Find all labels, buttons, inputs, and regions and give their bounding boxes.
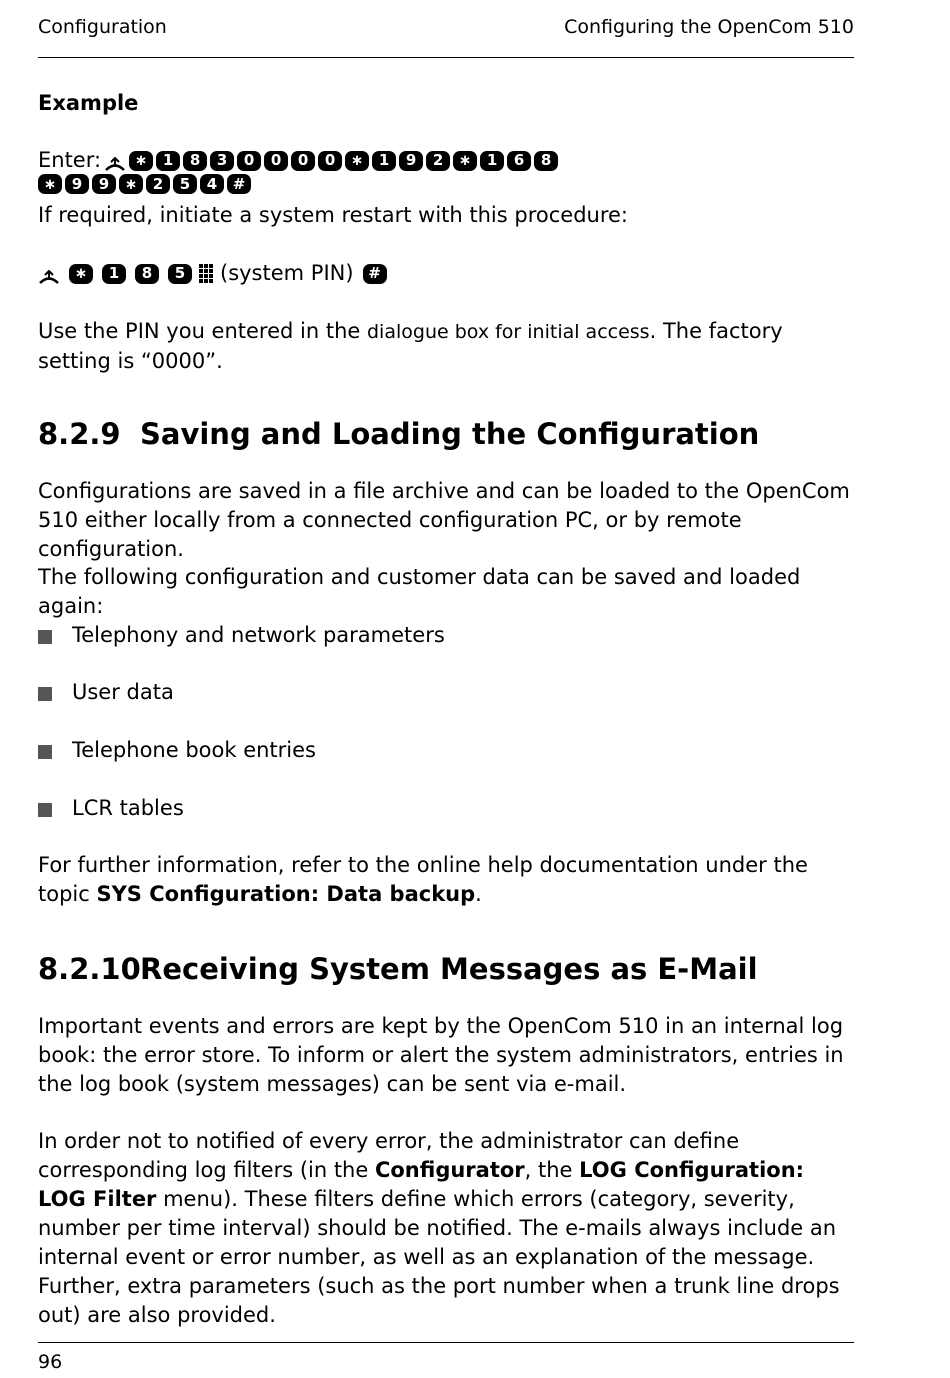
- digit-key: 5: [168, 264, 192, 284]
- restart-text: If required, initiate a system restart with this procedure:: [38, 203, 629, 227]
- manual-page: [38, 0, 854, 1378]
- digit-key: 0: [237, 151, 261, 171]
- star-key: ∗: [69, 264, 93, 284]
- digit-key: 8: [183, 151, 207, 171]
- star-key: ∗: [453, 151, 477, 171]
- pin-text-a: Use the PIN you entered in the: [38, 319, 367, 343]
- keypad-icon: [199, 264, 213, 283]
- digit-key: 9: [92, 174, 116, 194]
- pin-text-dialogue: dialogue box for initial access: [367, 321, 650, 343]
- star-key: ∗: [345, 151, 369, 171]
- header-chapter: Configuration: [38, 16, 167, 38]
- handset-lift-icon: [38, 264, 60, 284]
- section-829-para1: Configurations are saved in a file archive and can be loaded to the OpenCom 510 either locally from a connected configuration PC, or by remote configuration.: [38, 479, 850, 561]
- para2-text-c: menu). These filters define which errors (category, severity, number per time interval) should be notified. The e-mails always include an internal event or error number, as well as an explanation of the message. Further, extra parameters (such as the port number when a trunk line drops out) are also provided.: [38, 1187, 840, 1327]
- digit-key: 1: [480, 151, 504, 171]
- list-item: Telephony and network parameters: [72, 623, 445, 647]
- hash-key: #: [363, 264, 387, 284]
- digit-key: 1: [156, 151, 180, 171]
- para3-text: For further information, refer to the online help documentation under the topic: [38, 853, 808, 906]
- enter-label: Enter:: [38, 148, 102, 172]
- section-829-title: Saving and Loading the Configuration: [140, 417, 760, 451]
- pin-paragraph: [38, 317, 854, 376]
- section-829-para3: [38, 851, 854, 909]
- digit-key: 3: [210, 151, 234, 171]
- bullet-marker: [38, 803, 52, 817]
- para2-text-a: In order not to notified of every error, the administrator can define corresponding log filters (in the: [38, 1129, 740, 1182]
- digit-key: 2: [426, 151, 450, 171]
- digit-key: 8: [534, 151, 558, 171]
- digit-key: 9: [399, 151, 423, 171]
- system-pin-label: (system PIN): [220, 261, 354, 285]
- para2-configurator: Configurator: [374, 1158, 525, 1182]
- footer-rule: [38, 1342, 854, 1343]
- digit-key: 1: [102, 264, 126, 284]
- handset-lift-icon: [104, 151, 126, 171]
- enter-line-1: [38, 146, 854, 175]
- digit-key: 5: [173, 174, 197, 194]
- bullet-marker: [38, 687, 52, 701]
- para3-end: .: [475, 882, 482, 906]
- para2-log-filter: LOG Configuration: LOG Filter: [38, 1158, 805, 1211]
- list-item: LCR tables: [72, 796, 184, 820]
- digit-key: 4: [200, 174, 224, 194]
- section-8210-heading: [38, 951, 758, 987]
- enter-line-2: [38, 174, 854, 194]
- running-header: [38, 16, 854, 40]
- section-8210-number: 8.2.10: [38, 952, 141, 986]
- pin-text-c: . The factory setting is “0000”.: [38, 319, 783, 373]
- para2-text-b: , the: [524, 1158, 580, 1182]
- digit-key: 0: [264, 151, 288, 171]
- page-number: 96: [38, 1351, 63, 1373]
- hash-key: #: [227, 174, 251, 194]
- star-key: ∗: [38, 174, 62, 194]
- digit-key: 0: [291, 151, 315, 171]
- section-8210-para2: [38, 1127, 854, 1330]
- star-key: ∗: [119, 174, 143, 194]
- digit-key: 6: [507, 151, 531, 171]
- bullet-marker: [38, 630, 52, 644]
- section-8210-title: Receiving System Messages as E-Mail: [140, 952, 758, 986]
- bullet-marker: [38, 745, 52, 759]
- digit-key: 9: [65, 174, 89, 194]
- digit-key: 8: [135, 264, 159, 284]
- digit-key: 0: [318, 151, 342, 171]
- section-829-heading: [38, 416, 759, 452]
- list-item: Telephone book entries: [72, 738, 316, 762]
- section-829-number: 8.2.9: [38, 417, 121, 451]
- header-rule: [38, 57, 854, 58]
- restart-sequence: [38, 259, 854, 288]
- star-key: ∗: [129, 151, 153, 171]
- header-section: Configuring the OpenCom 510: [564, 16, 854, 38]
- para3-topic: SYS Configuration: Data backup: [96, 882, 476, 906]
- list-item: User data: [72, 680, 174, 704]
- digit-key: 1: [372, 151, 396, 171]
- example-heading: Example: [38, 91, 139, 115]
- section-8210-para1: Important events and errors are kept by the OpenCom 510 in an internal log book: the error store. To inform or alert the system administrators, entries in the log book (system messages) can be sent via e-mail.: [38, 1014, 844, 1096]
- digit-key: 2: [146, 174, 170, 194]
- section-829-para2: The following configuration and customer data can be saved and loaded again:: [38, 565, 801, 618]
